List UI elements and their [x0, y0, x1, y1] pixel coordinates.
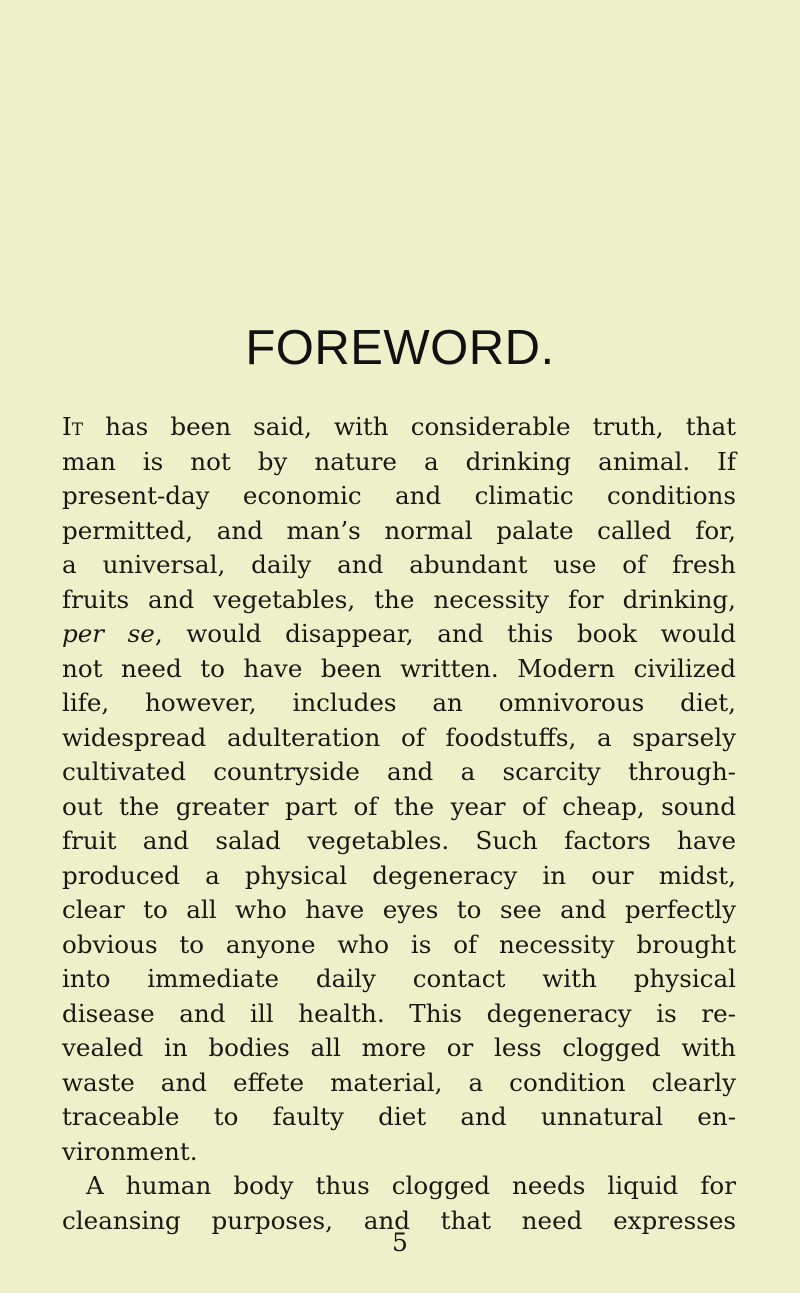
text-line: cleansing purposes, and that need expresses: [62, 1205, 736, 1235]
text-line: permitted, and man’s normal palate called for,: [62, 515, 736, 545]
text-line: obvious to anyone who is of necessity brought: [62, 929, 736, 959]
text-line: cultivated countryside and a scarcity through-: [62, 757, 736, 786]
text-line: A human body thus clogged needs liquid for: [86, 1171, 736, 1200]
italic-phrase: per se: [62, 619, 155, 648]
text-line: fruits and vegetables, the necessity for drinking,: [62, 584, 736, 614]
text-line: disease and ill health. This degeneracy is re-: [62, 998, 736, 1028]
body-text: [62, 410, 736, 1238]
text-line: produced a physical degeneracy in our midst,: [62, 860, 736, 890]
page-number: 5: [392, 1228, 408, 1257]
text-line: vealed in bodies all more or less clogged with: [62, 1033, 736, 1062]
text-line: man is not by nature a drinking animal. If: [62, 446, 736, 476]
text-line: waste and effete material, a condition clearly: [62, 1067, 736, 1097]
text-line: per se, would disappear, and this book would: [62, 619, 736, 648]
text-line: traceable to faulty diet and unnatural en-: [62, 1102, 736, 1131]
text-line: widespread adulteration of foodstuffs, a sparsely: [62, 722, 736, 752]
text-line: It has been said, with considerable truth, that: [62, 412, 736, 441]
text-line: clear to all who have eyes to see and perfectly: [62, 895, 736, 924]
text-line: fruit and salad vegetables. Such factors have: [62, 826, 736, 855]
page-title: FOREWORD.: [245, 321, 555, 375]
text-line: not need to have been written. Modern civilized: [62, 653, 736, 683]
text-line: present-day economic and climatic conditions: [62, 481, 736, 510]
paragraph-1: [62, 410, 736, 1169]
opening-word: It: [62, 412, 84, 441]
text-line: a universal, daily and abundant use of fresh: [62, 550, 736, 579]
text-line: vironment.: [62, 1136, 198, 1166]
text-line: out the greater part of the year of cheap, sound: [62, 791, 736, 821]
text-line: into immediate daily contact with physical: [62, 964, 736, 993]
text-line: life, however, includes an omnivorous diet,: [62, 688, 736, 717]
